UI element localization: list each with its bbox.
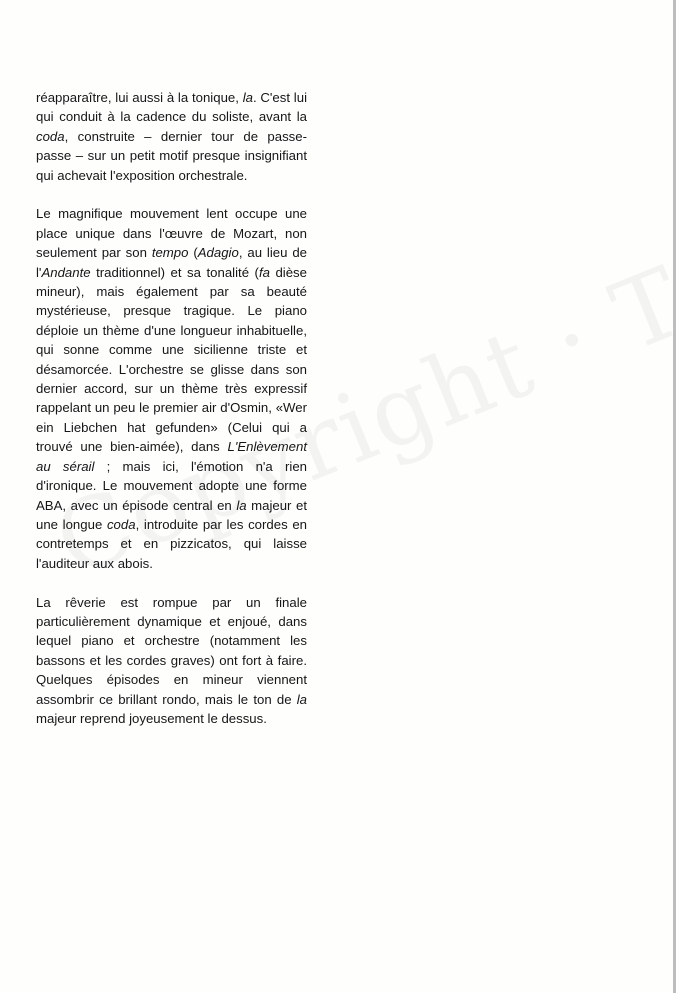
paragraph-1	[36, 88, 307, 185]
text-run: (	[188, 245, 198, 261]
text-run: dièse mineur), mais également par sa beauté mystérieuse, presque tragique. Le piano déploie un thème d'une longueur inhabituelle, qui sonne comme une sicilienne triste et désamorcée. L'orchestre se glisse dans son dernier accord, sur un thème très expressif rappelant un peu le premier air d'Osmin, «Wer ein Liebchen hat gefunden» (Celui qui a trouvé une bien-aimée), dans	[36, 264, 307, 455]
italic-term: coda	[36, 128, 65, 144]
text-column	[36, 88, 307, 748]
text-run: , au lieu de l'	[36, 245, 307, 280]
italic-term: L'Enlèvement au sérail	[36, 439, 307, 474]
italic-term: fa	[258, 264, 270, 280]
paragraph-2	[36, 204, 307, 573]
text-run: , introduite par les cordes en contretemps et en pizzicatos, qui laisse l'auditeur aux abois.	[36, 516, 307, 571]
italic-term: la	[296, 691, 307, 707]
text-run: , construite – dernier tour de passe-passe – sur un petit motif presque insignifiant qui achevait l'exposition orchestrale.	[36, 128, 307, 183]
text-run: ; mais ici, l'émotion n'a rien d'ironique. Le mouvement adopte une forme ABA, avec un épisode central en	[36, 458, 307, 513]
text-run: La rêverie est rompue par un finale particulièrement dynamique et enjoué, dans lequel piano et orchestre (notamment les bassons et les cordes graves) ont fort à faire. Quelques épisodes en mineur viennent assombrir ce brillant rondo, mais le ton de	[36, 594, 307, 707]
italic-term: Andante	[41, 264, 91, 280]
text-run: Le magnifique mouvement lent occupe une place unique dans l'œuvre de Mozart, non seulement par son	[36, 206, 307, 261]
text-run: majeur et une longue	[36, 497, 307, 532]
text-run: traditionnel) et sa tonalité (	[90, 264, 259, 280]
text-run: . C'est lui qui conduit à la cadence du soliste, avant la	[36, 90, 307, 125]
italic-term: la	[242, 90, 253, 105]
text-run: majeur reprend joyeusement le dessus.	[36, 710, 267, 726]
italic-term: la	[236, 497, 247, 513]
italic-term: tempo	[151, 245, 189, 261]
text-run: réapparaître, lui aussi à la tonique,	[36, 90, 243, 105]
italic-term: Adagio	[197, 245, 239, 261]
italic-term: coda	[106, 516, 136, 532]
paragraph-3	[36, 593, 307, 729]
